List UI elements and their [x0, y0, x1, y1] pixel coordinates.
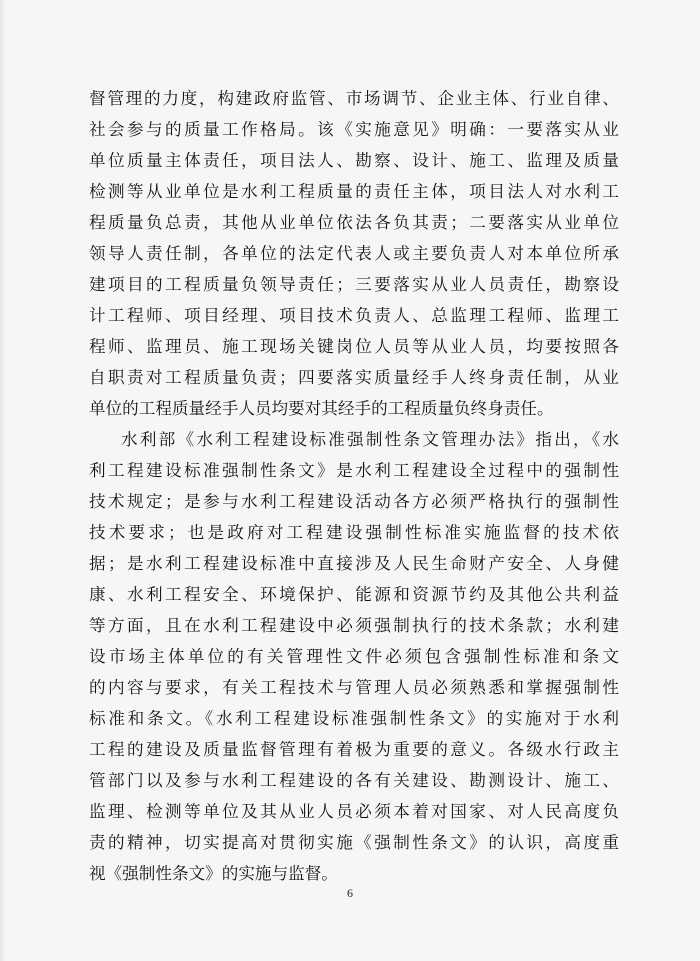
- text-line: 技术规定；是参与水利工程建设活动各方必须严格执行的强制性: [89, 492, 619, 511]
- text-line: 设市场主体单位的有关管理性文件必须包含强制性标准和条文: [89, 647, 619, 666]
- text-line: 单位质量主体责任，项目法人、勘察、设计、施工、监理及质量: [89, 151, 619, 170]
- text-line: 据；是水利工程建设标准中直接涉及人民生命财产安全、人身健: [89, 554, 619, 573]
- text-line: 程师、监理员、施工现场关键岗位人员等从业人员，均要按照各: [89, 337, 619, 356]
- text-line: 监理、检测等单位及其从业人员必须本着对国家、对人民高度负: [89, 802, 619, 821]
- text-line: 的内容与要求，有关工程技术与管理人员必须熟悉和掌握强制性: [89, 678, 619, 697]
- text-line: 等方面，且在水利工程建设中必须强制执行的技术条款；水利建: [89, 616, 619, 635]
- text-line: 康、水利工程安全、环境保护、能源和资源节约及其他公共利益: [89, 585, 619, 604]
- text-line: 管部门以及参与水利工程建设的各有关建设、勘测设计、施工、: [89, 771, 619, 790]
- page-edge-shadow: [0, 0, 6, 961]
- text-line: 责的精神，切实提高对贯彻实施《强制性条文》的认识，高度重: [89, 833, 619, 852]
- text-line: 自职责对工程质量负责；四要落实质量经手人终身责任制，从业: [89, 368, 619, 387]
- page-number: 6: [347, 886, 353, 900]
- text-line: 建项目的工程质量负领导责任；三要落实从业人员责任，勘察设: [89, 275, 619, 294]
- text-line: 标准和条文。《水利工程建设标准强制性条文》的实施对于水利: [89, 709, 619, 728]
- text-line: 利工程建设标准强制性条文》是水利工程建设全过程中的强制性: [89, 461, 619, 480]
- text-line: 督管理的力度，构建政府监管、市场调节、企业主体、行业自律、: [89, 89, 619, 108]
- text-line: 视《强制性条文》的实施与监督。: [89, 864, 338, 883]
- text-line: 技术要求；也是政府对工程建设强制性标准实施监督的技术依: [89, 523, 619, 542]
- text-line: 计工程师、项目经理、项目技术负责人、总监理工程师、监理工: [89, 306, 619, 325]
- text-line: 单位的工程质量经手人员均要对其经手的工程质量负终身责任。: [89, 399, 554, 418]
- text-line: 程质量负总责，其他从业单位依法各负其责；二要落实从业单位: [89, 213, 619, 232]
- text-line: 领导人责任制，各单位的法定代表人或主要负责人对本单位所承: [89, 244, 619, 263]
- text-line: 检测等从业单位是水利工程质量的责任主体，项目法人对水利工: [89, 182, 619, 201]
- text-line: 工程的建设及质量监督管理有着极为重要的意义。各级水行政主: [89, 740, 619, 759]
- paragraph-first-line: 水利部《水利工程建设标准强制性条文管理办法》指出，《水: [121, 430, 619, 449]
- text-line: 社会参与的质量工作格局。该《实施意见》明确：一要落实从业: [89, 120, 619, 139]
